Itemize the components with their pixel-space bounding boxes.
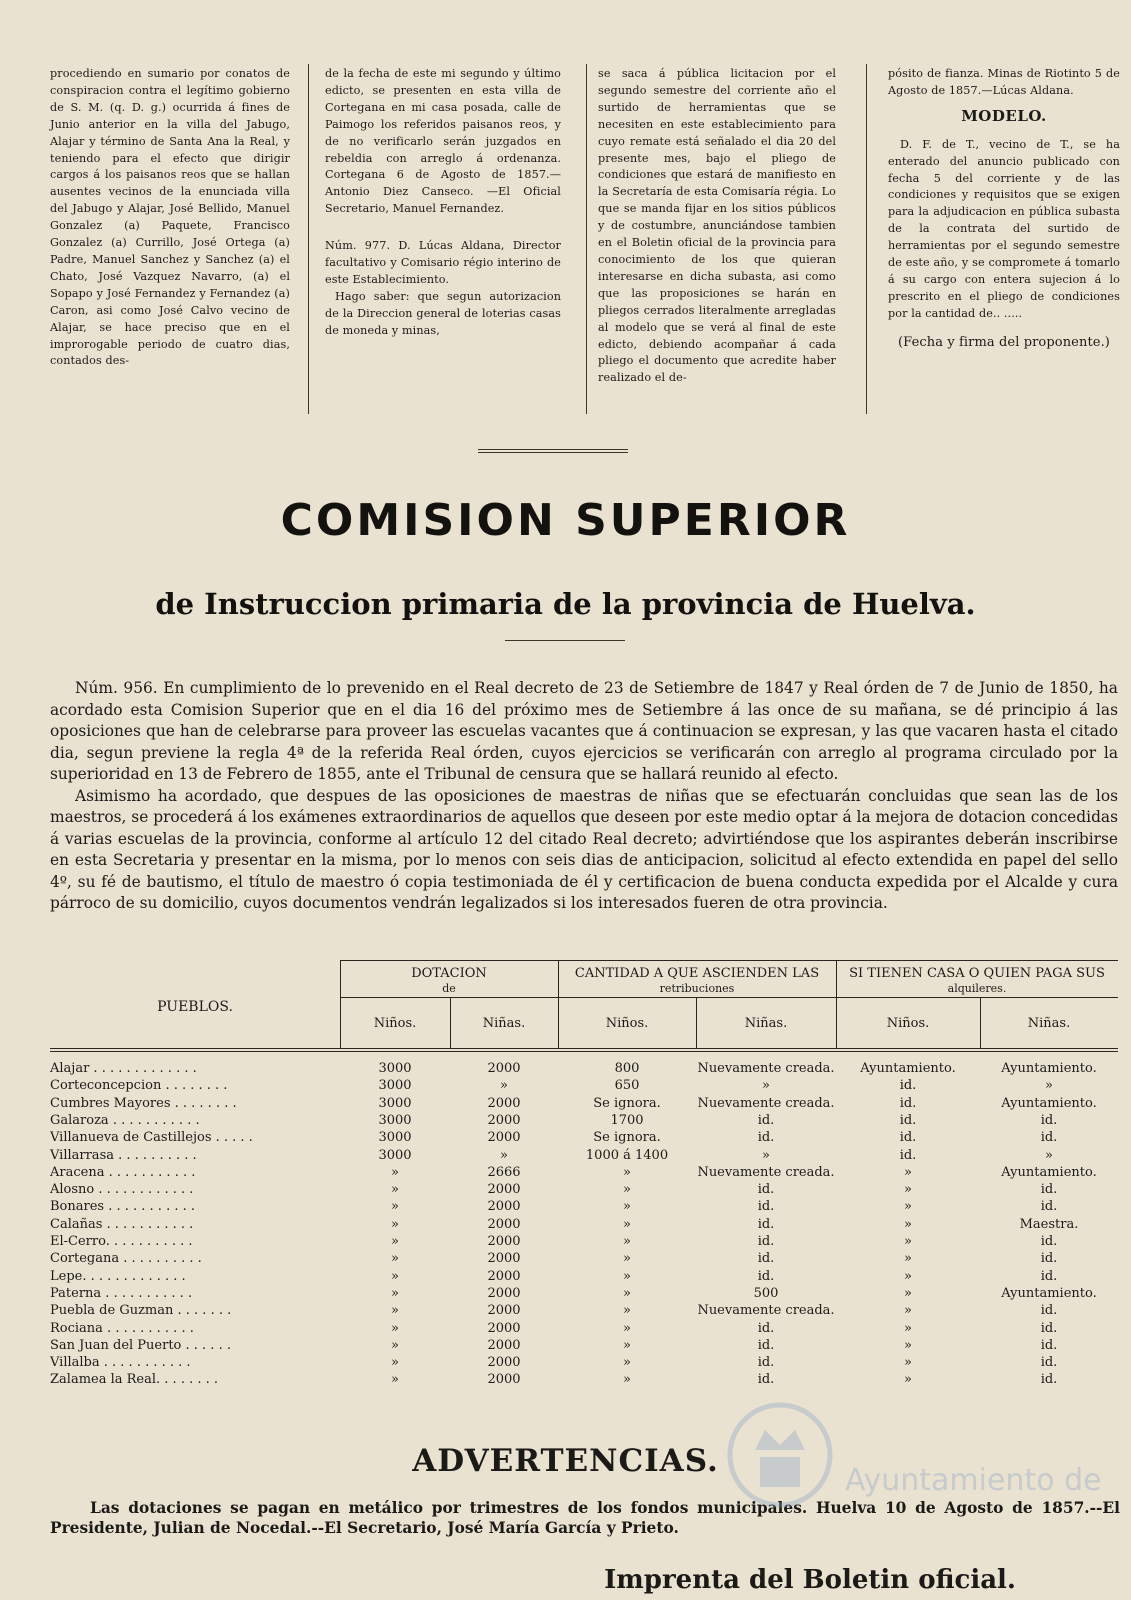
retribucion-ninas-cell: id. [757, 1320, 775, 1336]
retribucion-ninos-cell: 800 [614, 1061, 640, 1076]
watermark-text: Ayuntamiento de [845, 1463, 1102, 1498]
column-2 [325, 66, 561, 340]
subtitle-divider [505, 640, 625, 641]
header-ninos: Niños. [886, 1016, 930, 1031]
header-ninas: Niñas. [744, 1016, 788, 1031]
dotacion-ninas-cell: 2000 [487, 1355, 521, 1371]
dotacion-ninas-cell: 2000 [487, 1251, 521, 1267]
casa-ninos-cell: id. [899, 1095, 917, 1111]
casa-ninas-cell: id. [1040, 1355, 1058, 1371]
dotacion-ninas-cell: 2000 [487, 1216, 521, 1232]
dotacion-ninos-cell: » [391, 1372, 399, 1388]
retribucion-ninas-cell: id. [757, 1130, 775, 1146]
pueblo-cell: Villalba . . . . . . . . . . . [50, 1355, 191, 1371]
header-ninas: Niñas. [1027, 1016, 1071, 1031]
header-dotacion: DOTACION [411, 966, 487, 981]
table-row [50, 1165, 1118, 1182]
header-ninos: Niños. [373, 1016, 417, 1031]
casa-ninas-cell: » [1045, 1147, 1053, 1163]
section-divider [478, 449, 628, 450]
dotacion-ninos-cell: » [391, 1251, 399, 1267]
dotacion-ninos-cell: 3000 [378, 1078, 412, 1094]
table-row [50, 1148, 1118, 1165]
table-row [50, 1078, 1118, 1095]
column-2-notice: Núm. 977. D. Lúcas Aldana, Director facultativo y Comisario régio interino de este Establecimiento. [325, 239, 561, 286]
dotacion-ninos-cell: 3000 [378, 1130, 412, 1146]
casa-ninas-cell: id. [1040, 1372, 1058, 1388]
pueblo-cell: Cortegana . . . . . . . . . . [50, 1251, 202, 1267]
retribucion-ninos-cell: » [623, 1337, 631, 1353]
casa-ninas-cell: id. [1040, 1337, 1058, 1353]
pueblo-cell: Puebla de Guzman . . . . . . . [50, 1303, 232, 1319]
dotacion-ninos-cell: » [391, 1285, 399, 1301]
casa-ninos-cell: id. [899, 1147, 917, 1163]
dotacion-ninas-cell: 2000 [487, 1095, 521, 1111]
dotacion-ninos-cell: » [391, 1268, 399, 1284]
casa-ninos-cell: » [904, 1285, 912, 1301]
retribucion-ninos-cell: Se ignora. [593, 1130, 661, 1146]
column-4 [888, 66, 1120, 352]
retribucion-ninos-cell: » [623, 1320, 631, 1336]
casa-ninas-cell: id. [1040, 1251, 1058, 1267]
retribucion-ninos-cell: » [623, 1355, 631, 1371]
dotacion-ninas-cell: 2000 [487, 1268, 521, 1284]
table-rule [50, 1048, 1118, 1049]
table-row [50, 1269, 1118, 1286]
retribucion-ninos-cell: » [623, 1234, 631, 1249]
retribucion-ninos-cell: » [623, 1199, 631, 1215]
retribucion-ninas-cell: Nuevamente creada. [697, 1061, 835, 1076]
casa-ninas-cell: Maestra. [1019, 1216, 1079, 1232]
pueblo-cell: Cumbres Mayores . . . . . . . . [50, 1095, 237, 1111]
casa-ninos-cell: » [904, 1337, 912, 1353]
dotacion-ninos-cell: 3000 [378, 1112, 412, 1128]
retribucion-ninas-cell: id. [757, 1251, 775, 1267]
column-2-text-b: Hago saber: que segun autorizacion de la Direccion general de loterias casas de moneda y minas, [325, 289, 561, 337]
retribucion-ninas-cell: » [762, 1147, 770, 1163]
modelo-signature: (Fecha y firma del proponente.) [898, 334, 1110, 350]
table-row [50, 1234, 1118, 1251]
casa-ninos-cell: » [904, 1251, 912, 1267]
retribucion-ninas-cell: Nuevamente creada. [697, 1095, 835, 1111]
casa-ninos-cell: id. [899, 1078, 917, 1094]
column-2-text: de la fecha de este mi segundo y último edicto, se presenten en esta villa de Cortegana en mi casa posada, calle de Paimogo los referidos paisanos reos, y de no verificarlo serán juzgados en rebeldia con arreglo á ordenanza. Cortegana 6 de Agosto de 1857.—Antonio Diez Canseco. —El Oficial Secretario, Manuel Fernandez. [325, 67, 561, 216]
casa-ninas-cell: id. [1040, 1130, 1058, 1146]
body-paragraph-2: Asimismo ha acordado, que despues de las oposiciones de maestras de niñas que se efectuarán concluidas que sean las de los maestros, se procederá á los exámenes extraordinarios de aquellos que deseen por este medio optar á la mejora de dotacion concedidas á varias escuelas de la provincia, conforme al artículo 12 del citado Real decreto; advirtiéndose que los aspirantes deberán inscribirse en esta Secretaria y presentar en la misma, por lo menos con seis dias de anticipacion, solicitud al efecto extendida en papel del sello 4º, su fé de bautismo, el título de maestro ó copia testimoniada de él y certificacion de buena conducta expedida por el Alcalde y cura párroco de su domicilio, cuyos documentos vendrán legalizados si los interesados fueren de otra provincia. [50, 786, 1118, 912]
advertencias-heading: ADVERTENCIAS. [412, 1443, 719, 1479]
column-3 [598, 66, 836, 387]
dotacion-ninos-cell: » [391, 1182, 399, 1198]
retribucion-ninos-cell: » [623, 1216, 631, 1232]
page-subtitle: de Instruccion primaria de la provincia de Huelva. [155, 587, 976, 621]
dotacion-ninos-cell: » [391, 1355, 399, 1371]
casa-ninas-cell: » [1045, 1078, 1053, 1094]
casa-ninos-cell: » [904, 1164, 912, 1180]
casa-ninos-cell: Ayuntamiento. [860, 1061, 956, 1076]
casa-ninos-cell: » [904, 1216, 912, 1232]
table-row [50, 1321, 1118, 1338]
casa-ninos-cell: id. [899, 1112, 917, 1128]
pueblo-cell: Alosno . . . . . . . . . . . . [50, 1182, 194, 1198]
retribucion-ninas-cell: id. [757, 1372, 775, 1388]
dotacion-ninas-cell: 2000 [487, 1320, 521, 1336]
casa-ninas-cell: id. [1040, 1303, 1058, 1319]
header-pueblos: PUEBLOS. [157, 999, 233, 1015]
retribucion-ninos-cell: » [623, 1303, 631, 1319]
dotacion-ninos-cell: » [391, 1303, 399, 1319]
pueblo-cell: Galaroza . . . . . . . . . . . [50, 1112, 200, 1128]
casa-ninas-cell: id. [1040, 1112, 1058, 1128]
casa-ninos-cell: » [904, 1182, 912, 1198]
dotacion-ninos-cell: » [391, 1164, 399, 1180]
retribucion-ninas-cell: Nuevamente creada. [697, 1303, 835, 1319]
dotacion-ninas-cell: 2000 [487, 1182, 521, 1198]
header-cantidad: CANTIDAD A QUE ASCIENDEN LAS [574, 966, 820, 981]
retribucion-ninos-cell: 650 [614, 1078, 640, 1094]
casa-ninas-cell: Ayuntamiento. [1001, 1095, 1097, 1111]
retribucion-ninos-cell: » [623, 1251, 631, 1267]
header-ninos: Niños. [605, 1016, 649, 1031]
pueblo-cell: Zalamea la Real. . . . . . . . [50, 1372, 219, 1388]
dotacion-ninas-cell: 2000 [487, 1130, 521, 1146]
casa-ninos-cell: » [904, 1303, 912, 1319]
crown-seal-icon [720, 1395, 840, 1515]
table-row [50, 1130, 1118, 1147]
column-3-text: se saca á pública licitacion por el segundo semestre del corriente año el surtido de herramientas que se necesiten en este establecimiento para cuyo remate está señalado el dia 20 del presente mes, bajo el pliego de condiciones que estará de manifiesto en la Secretaría de esta Comisaría régia. Lo que se manda fijar en los sitios públicos y de costumbre, anunciándose tambien en el Boletin oficial de la provincia para conocimiento de los que quieran interesarse en dicha subasta, asi como que las proposiciones se harán en pliegos cerrados literalmente arregladas al modelo que se verá al final de este edicto, debiendo acompañar á cada pliego el documento que acredite haber realizado el de- [598, 67, 836, 385]
pueblo-cell: Rociana . . . . . . . . . . . [50, 1320, 194, 1336]
casa-ninas-cell: id. [1040, 1182, 1058, 1198]
header-cantidad-sub: retribuciones [659, 982, 735, 995]
dotacion-ninas-cell: 2000 [487, 1303, 521, 1319]
dotacion-ninas-cell: 2666 [487, 1164, 521, 1180]
schools-table [50, 960, 1118, 1410]
header-ninas: Niñas. [482, 1016, 526, 1031]
header-casa: SI TIENEN CASA O QUIEN PAGA SUS [849, 966, 1105, 981]
dotacion-ninos-cell: » [391, 1320, 399, 1336]
retribucion-ninos-cell: » [623, 1164, 631, 1180]
footer-paragraph: Las dotaciones se pagan en metálico por trimestres de los fondos municipales. Huelva 10 de Agosto de 1857.--El Presidente, Julian de Nocedal.--El Secretario, José María García y Prieto. [50, 1499, 1120, 1537]
header-dotacion-sub: de [442, 982, 456, 995]
dotacion-ninos-cell: » [391, 1216, 399, 1232]
dotacion-ninas-cell: 2000 [487, 1199, 521, 1215]
casa-ninas-cell: id. [1040, 1234, 1058, 1249]
dotacion-ninos-cell: » [391, 1234, 399, 1249]
page-title: COMISION SUPERIOR [280, 495, 851, 546]
retribucion-ninas-cell: id. [757, 1337, 775, 1353]
casa-ninos-cell: id. [899, 1130, 917, 1146]
table-row [50, 1355, 1118, 1372]
retribucion-ninas-cell: 500 [753, 1285, 779, 1301]
pueblo-cell: Calañas . . . . . . . . . . . [50, 1216, 194, 1232]
pueblo-cell: Villanueva de Castillejos . . . . . [50, 1130, 253, 1146]
table-row [50, 1096, 1118, 1113]
retribucion-ninas-cell: Nuevamente creada. [697, 1164, 835, 1180]
retribucion-ninas-cell: » [762, 1078, 770, 1094]
retribucion-ninas-cell: id. [757, 1234, 775, 1249]
pueblo-cell: Alajar . . . . . . . . . . . . . [50, 1061, 197, 1076]
casa-ninas-cell: Ayuntamiento. [1001, 1164, 1097, 1180]
dotacion-ninos-cell: 3000 [378, 1061, 412, 1076]
retribucion-ninos-cell: » [623, 1268, 631, 1284]
pueblo-cell: El-Cerro. . . . . . . . . . . [50, 1234, 193, 1249]
pueblo-cell: Lepe. . . . . . . . . . . . . [50, 1268, 186, 1284]
casa-ninos-cell: » [904, 1320, 912, 1336]
dotacion-ninas-cell: 2000 [487, 1061, 521, 1076]
pueblo-cell: Villarrasa . . . . . . . . . . [50, 1147, 197, 1163]
pueblo-cell: Aracena . . . . . . . . . . . [50, 1164, 196, 1180]
casa-ninas-cell: Ayuntamiento. [1001, 1285, 1097, 1301]
modelo-heading: MODELO. [961, 106, 1047, 125]
retribucion-ninos-cell: 1000 á 1400 [585, 1147, 669, 1163]
dotacion-ninas-cell: » [500, 1078, 508, 1094]
dotacion-ninas-cell: 2000 [487, 1285, 521, 1301]
casa-ninos-cell: » [904, 1234, 912, 1249]
retribucion-ninos-cell: » [623, 1372, 631, 1388]
retribucion-ninos-cell: » [623, 1182, 631, 1198]
table-row [50, 1251, 1118, 1268]
table-rule [50, 1051, 1118, 1052]
retribucion-ninas-cell: id. [757, 1182, 775, 1198]
column-1-text: procediendo en sumario por conatos de conspiracion contra el legítimo gobierno de S. M. (q. D. g.) ocurrida á fines de Junio anterior en la villa del Jabugo, Alajar y término de Santa Ana la Real, y teniendo para el efecto que dirigir cargos á los paisanos reos que se hallan ausentes vecinos de la enunciada villa del Jabugo y Alajar, José Bellido, Manuel Gonzalez (a) Paquete, Francisco Gonzalez (a) Currillo, José Ortega (a) Padre, Manuel Sanchez y Sanchez (a) el Chato, José Vazquez Navarro, (a) el Sopapo y José Fernandez y Fernandez (a) Caron, asi como José Calvo vecino de Alajar, se hace preciso que en el improrogable periodo de cuatro dias, contados des- [50, 67, 290, 368]
retribucion-ninas-cell: id. [757, 1199, 775, 1215]
retribucion-ninas-cell: id. [757, 1216, 775, 1232]
announcement-body [50, 678, 1118, 915]
dotacion-ninos-cell: 3000 [378, 1147, 412, 1163]
retribucion-ninas-cell: id. [757, 1268, 775, 1284]
casa-ninas-cell: id. [1040, 1268, 1058, 1284]
table-row [50, 1303, 1118, 1320]
body-paragraph-1: Núm. 956. En cumplimiento de lo prevenido en el Real decreto de 23 de Setiembre de 1847 y Real órden de 7 de Junio de 1850, ha acordado esta Comision Superior que en el dia 16 del próximo mes de Setiembre á las once de su mañana, se dé principio á las oposiciones que han de celebrarse para proveer las escuelas vacantes que á continuacion se expresan, y las que vacaren hasta el citado dia, segun previene la regla 4ª de la referida Real órden, cuyos ejercicios se verificarán con arreglo al programa circulado por la superioridad en 13 de Febrero de 1855, ante el Tribunal de censura que se hallará reunido al efecto. [50, 679, 1118, 783]
dotacion-ninas-cell: 2000 [487, 1112, 521, 1128]
table-row [50, 1113, 1118, 1130]
retribucion-ninos-cell: 1700 [610, 1112, 644, 1128]
table-row [50, 1182, 1118, 1199]
header-casa-sub: alquileres. [947, 982, 1007, 995]
table-row [50, 1286, 1118, 1303]
section-divider [478, 452, 628, 453]
casa-ninos-cell: » [904, 1372, 912, 1388]
dotacion-ninos-cell: » [391, 1199, 399, 1215]
casa-ninos-cell: » [904, 1355, 912, 1371]
column-1 [50, 66, 290, 370]
table-row [50, 1217, 1118, 1234]
column-rule [586, 64, 587, 414]
table-rule [340, 960, 1118, 961]
dotacion-ninas-cell: 2000 [487, 1234, 521, 1249]
retribucion-ninas-cell: id. [757, 1355, 775, 1371]
pueblo-cell: San Juan del Puerto . . . . . . [50, 1337, 231, 1353]
column-rule [866, 64, 867, 414]
dotacion-ninas-cell: 2000 [487, 1337, 521, 1353]
retribucion-ninas-cell: id. [757, 1112, 775, 1128]
table-row [50, 1372, 1118, 1389]
table-row [50, 1199, 1118, 1216]
dotacion-ninos-cell: » [391, 1337, 399, 1353]
column-rule [308, 64, 309, 414]
dotacion-ninos-cell: 3000 [378, 1095, 412, 1111]
dotacion-ninas-cell: » [500, 1147, 508, 1163]
retribucion-ninos-cell: Se ignora. [593, 1095, 661, 1111]
pueblo-cell: Paterna . . . . . . . . . . . [50, 1285, 193, 1301]
dotacion-ninas-cell: 2000 [487, 1372, 521, 1388]
casa-ninos-cell: » [904, 1268, 912, 1284]
pueblo-cell: Corteconcepcion . . . . . . . . [50, 1078, 228, 1094]
modelo-text: D. F. de T., vecino de T., se ha enterado del anuncio publicado con fecha 5 del corriente y de las condiciones y requisitos que se exigen para la adjudicacion en pública subasta de la contrata del surtido de herramientas por el segundo semestre de este año, y se compromete á tomarlo á su cargo con entera sujecion á lo prescrito en el pliego de condiciones por la cantidad de.. ..... [888, 137, 1120, 320]
retribucion-ninos-cell: » [623, 1285, 631, 1301]
casa-ninas-cell: id. [1040, 1199, 1058, 1215]
casa-ninas-cell: id. [1040, 1320, 1058, 1336]
casa-ninas-cell: Ayuntamiento. [1001, 1061, 1097, 1076]
pueblo-cell: Bonares . . . . . . . . . . . [50, 1199, 195, 1215]
column-4-text: pósito de fianza. Minas de Riotinto 5 de Agosto de 1857.—Lúcas Aldana. [888, 67, 1120, 97]
casa-ninos-cell: » [904, 1199, 912, 1215]
printer-imprint: Imprenta del Boletin oficial. [604, 1565, 1016, 1595]
table-rule [340, 997, 1118, 998]
watermark-seal [720, 1395, 1102, 1595]
table-row [50, 1061, 1118, 1078]
table-row [50, 1338, 1118, 1355]
